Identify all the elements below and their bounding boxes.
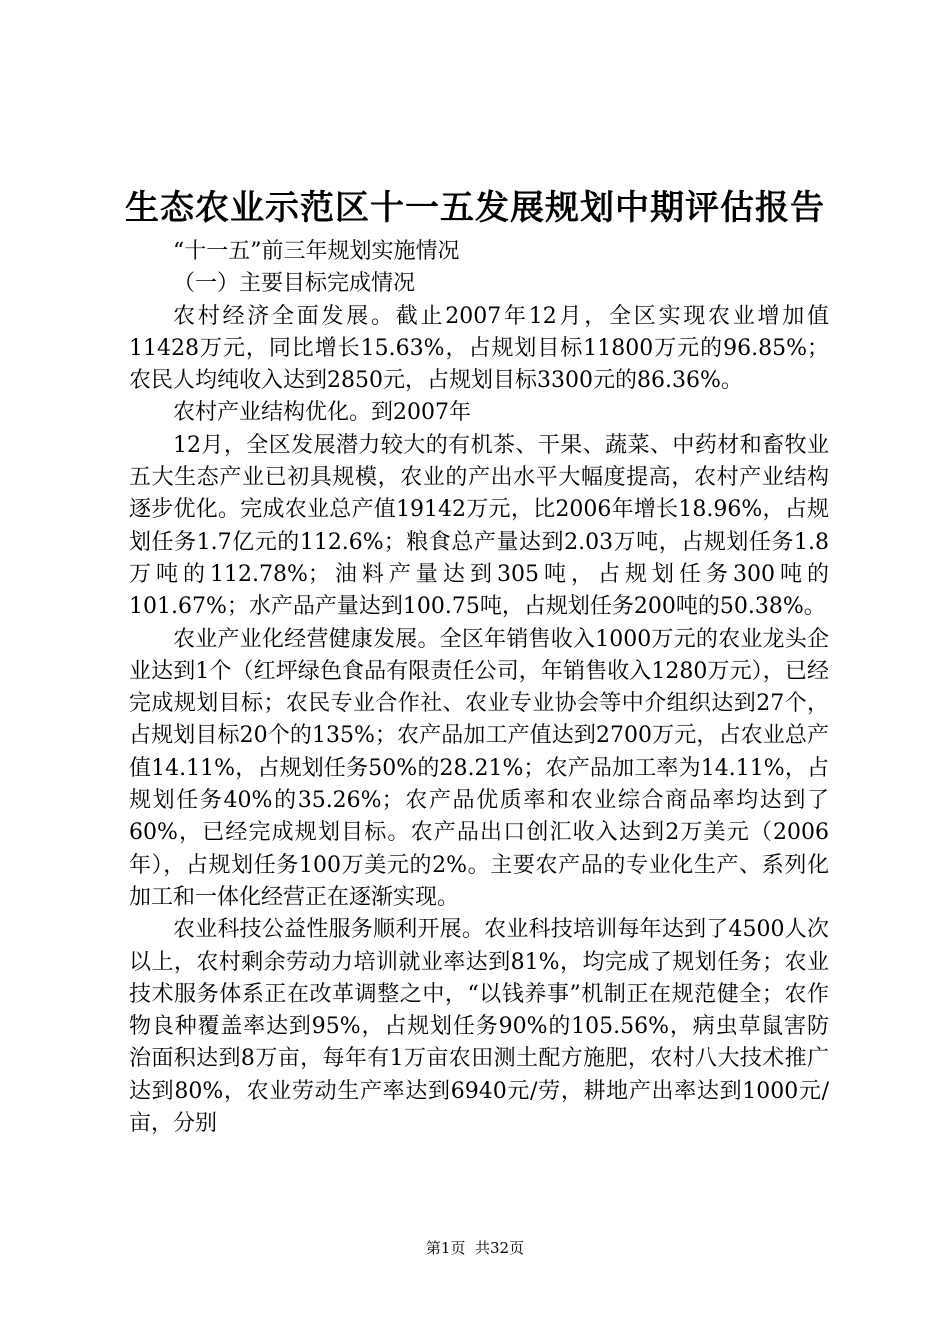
paragraph-industry-structure-lead: 农村产业结构优化。到2007年 [173, 400, 471, 426]
section-heading: “十一五”前三年规划实施情况 [173, 239, 460, 264]
paragraph-rural-economy: 农村经济全面发展。截止2007年12月，全区实现农业增加值11428万元，同比增长15.63%，占规划目标11800万元的96.85%；农民人均纯收入达到2850元，占规划目标3300元的86.36%。 [129, 303, 829, 394]
paragraph-industry-structure: 12月，全区发展潜力较大的有机茶、干果、蔬菜、中药材和畜牧业五大生态产业已初具规模，农业的产出水平大幅度提高，农村产业结构逐步优化。完成农业总产值19142万元，比2006年增长18.96%，占规划任务1.7亿元的112.6%；粮食总产量达到2.03万吨，占规划任务1.8万吨的112.78%；油料产量达到305吨，占规划任务300吨的101.67%；水产品产量达到100.75吨，占规划任务200吨的50.38%。 [129, 432, 829, 620]
paragraph-industrialization: 农业产业化经营健康发展。全区年销售收入1000万元的农业龙头企业达到1个（红坪绿色食品有限责任公司，年销售收入1280万元），已经完成规划目标；农民专业合作社、农业专业协会等中介组织达到27个，占规划目标20个的135%；农产品加工产值达到2700万元，占农业总产值14.11%，占规划任务50%的28.21%；农产品加工率为14.11%，占规划任务40%的35.26%；农产品优质率和农业综合商品率均达到了60%，已经完成规划目标。农产品出口创汇收入达到2万美元（2006年），占规划任务100万美元的2%。主要农产品的专业化生产、系列化加工和一体化经营正在逐渐实现。 [129, 626, 829, 910]
document-title: 生态农业示范区十一五发展规划中期评估报告 [125, 188, 825, 228]
paragraph-tech-service: 农业科技公益性服务顺利开展。农业科技培训每年达到了4500人次以上，农村剩余劳动力培训就业率达到81%，均完成了规划任务；农业技术服务体系正在改革调整之中，“以钱养事”机制正在规范健全；农作物良种覆盖率达到95%，占规划任务90%的105.56%，病虫草鼠害防治面积达到8万亩，每年有1万亩农田测土配方施肥，农村八大技术推广达到80%，农业劳动生产率达到6940元/劳，耕地产出率达到1000元/亩，分别 [129, 917, 829, 1137]
page-footer: 第1页 共32页 [425, 1239, 525, 1257]
document-body [129, 236, 829, 1140]
subsection-heading: （一）主要目标完成情况 [173, 271, 416, 297]
